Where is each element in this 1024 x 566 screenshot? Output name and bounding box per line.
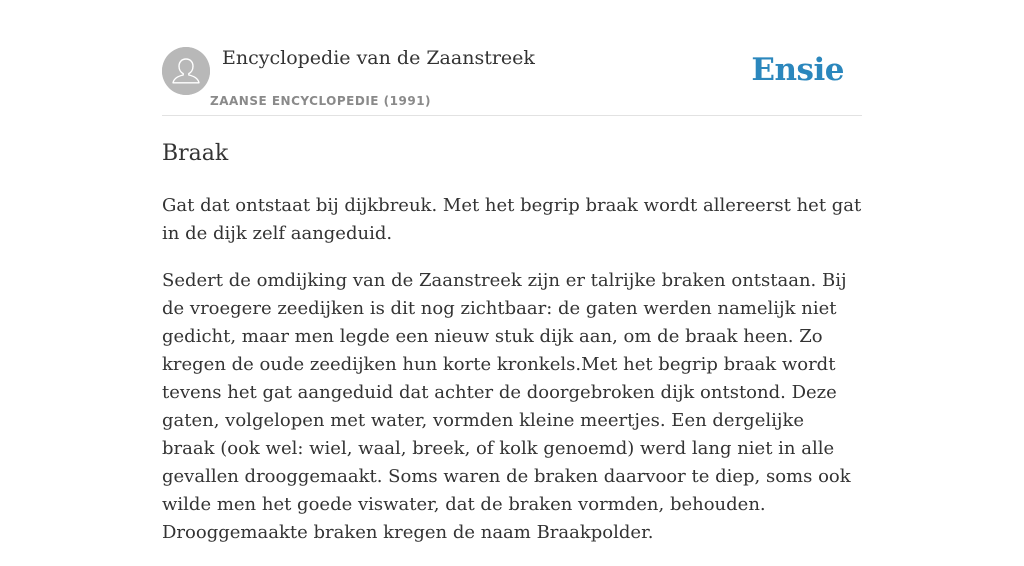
ensie-logo-link[interactable]: Ensie — [751, 52, 844, 88]
source-subtitle: ZAANSE ENCYCLOPEDIE (1991) — [210, 94, 432, 108]
user-silhouette-icon — [162, 47, 210, 95]
source-header — [162, 46, 862, 116]
avatar[interactable] — [162, 47, 210, 95]
article-title: Braak — [162, 141, 229, 166]
article-paragraph-2: Sedert de omdijking van de Zaanstreek zijn er talrijke braken ontstaan. Bij de vroegere zeedijken is dit nog zichtbaar: de gaten werden namelijk niet gedicht, maar men legde een nieuw stuk dijk aan, om de braak heen. Zo kregen de oude zeedijken hun korte kronkels.Met het begrip braak wordt tevens het gat aangeduid dat achter de doorgebroken dijk ontstond. Deze gaten, volgelopen met water, vormden kleine meertjes. Een dergelijke braak (ook wel: wiel, waal, breek, of kolk genoemd) werd lang niet in alle gevallen drooggemaakt. Soms waren de braken daarvoor te diep, soms ook wilde men het goede viswater, dat de braken vormden, behouden. Drooggemaakte braken kregen de naam Braakpolder. — [162, 270, 851, 543]
article — [162, 138, 862, 566]
article-paragraph-1: Gat dat ontstaat bij dijkbreuk. Met het begrip braak wordt allereerst het gat in de dijk zelf aangeduid. — [162, 195, 862, 244]
source-title-link[interactable]: Encyclopedie van de Zaanstreek — [222, 47, 535, 69]
